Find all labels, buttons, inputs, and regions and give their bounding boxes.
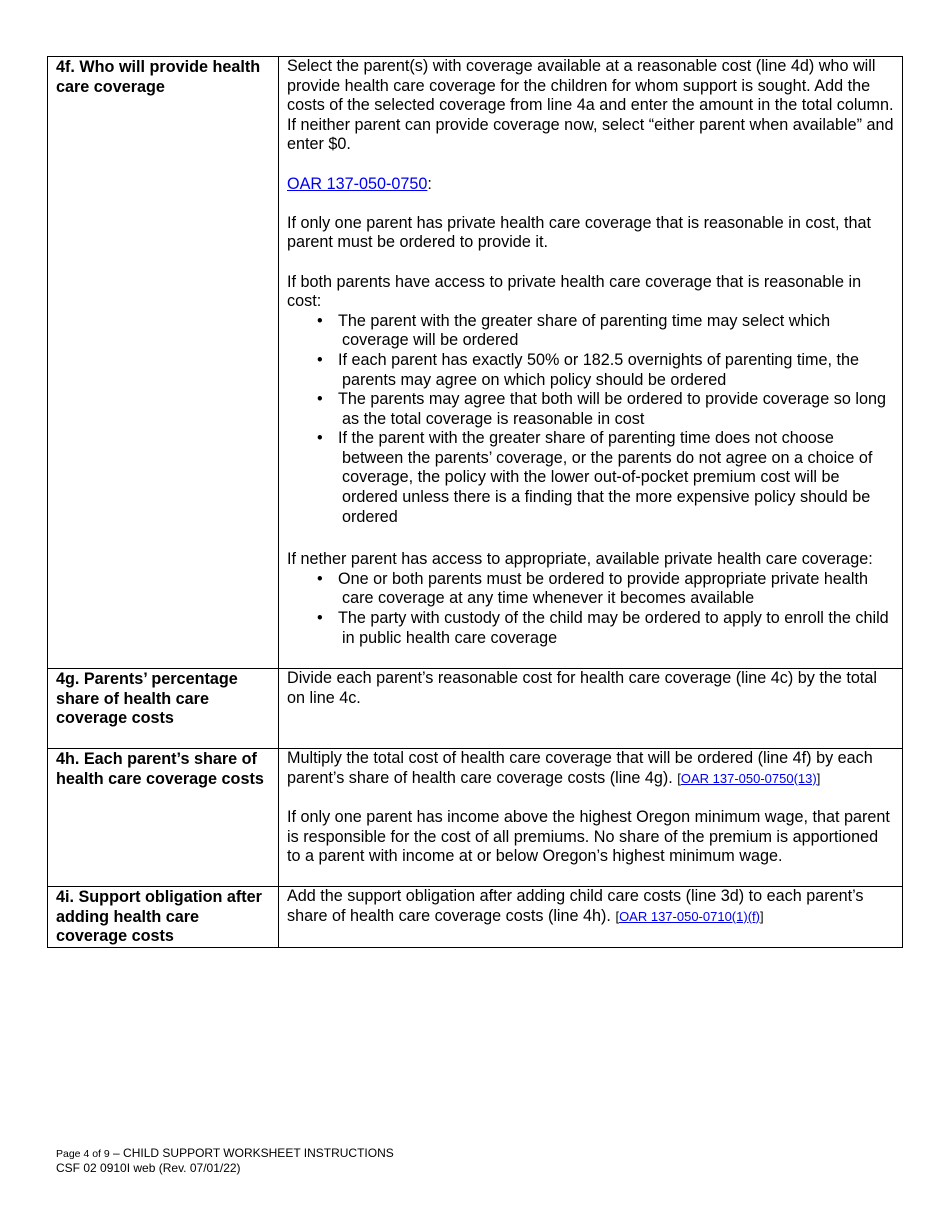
- paragraph: Divide each parent’s reasonable cost for health care coverage (line 4c) by the total on line 4c.: [287, 669, 877, 707]
- paragraph: If nether parent has access to appropriate, available private health care coverage:: [287, 550, 873, 569]
- list-item: • If the parent with the greater share of parenting time does not choose between the parents’ coverage, or the parents do not agree on a choice of coverage, the policy with the lower out-of-pocket premium cost will be ordered unless there is a finding that the more expensive policy should be ordered: [320, 429, 894, 527]
- list-item: • One or both parents must be ordered to provide appropriate private health care coverage at any time whenever it becomes available: [320, 570, 894, 609]
- reference-bracket: [: [615, 908, 620, 924]
- oar-link[interactable]: OAR 137-050-0750: [287, 174, 428, 193]
- row-4i: [48, 887, 903, 948]
- paragraph: [287, 887, 894, 926]
- oar-link[interactable]: OAR 137-050-0750(13): [680, 770, 817, 786]
- page-footer: [56, 1146, 394, 1175]
- row-label: 4i. Support obligation after adding health care coverage costs: [48, 887, 279, 948]
- page-number: Page 4 of 9: [56, 1148, 110, 1160]
- list-item: • If each parent has exactly 50% or 182.5 overnights of parenting time, the parents may agree on which policy should be ordered: [320, 351, 894, 390]
- bullet-list: [287, 312, 894, 528]
- paragraph: If only one parent has income above the highest Oregon minimum wage, that parent is responsible for the cost of all premiums. No share of the premium is apportioned to a parent with income at or below Oregon’s highest minimum wage.: [287, 808, 890, 866]
- row-label: 4g. Parents’ percentage share of health care coverage costs: [48, 669, 279, 749]
- reference-bracket: ]: [759, 908, 764, 924]
- document-title: – CHILD SUPPORT WORKSHEET INSTRUCTIONS: [109, 1146, 394, 1160]
- bullet-list: [287, 570, 894, 648]
- row-label: 4h. Each parent’s share of health care coverage costs: [48, 749, 279, 887]
- link-suffix: :: [427, 174, 432, 193]
- paragraph-text: Multiply the total cost of health care coverage that will be ordered (line 4f) by each parent’s share of health care coverage costs (line 4g).: [287, 749, 873, 787]
- row-4g: [48, 669, 903, 749]
- paragraph: If only one parent has private health care coverage that is reasonable in cost, that parent must be ordered to provide it.: [287, 213, 872, 252]
- row-content: [279, 887, 903, 948]
- paragraph: Select the parent(s) with coverage available at a reasonable cost (line 4d) who will provide health care coverage for the children for whom support is sought. Add the costs of the selected coverage from line 4a and enter the amount in the total column. If neither parent can provide coverage now, select “either parent when available” and enter $0.: [287, 57, 894, 154]
- paragraph: [287, 749, 894, 788]
- list-item: • The parent with the greater share of parenting time may select which coverage will be ordered: [320, 312, 894, 351]
- list-item: • The parents may agree that both will be ordered to provide coverage so long as the total coverage is reasonable in cost: [320, 390, 894, 429]
- form-number: CSF 02 0910I web (Rev. 07/01/22): [56, 1161, 241, 1175]
- row-4h: [48, 749, 903, 887]
- reference-bracket: ]: [816, 770, 821, 786]
- oar-link[interactable]: OAR 137-050-0710(1)(f): [619, 908, 760, 924]
- row-4f: [48, 57, 903, 669]
- row-content: [279, 749, 903, 887]
- reference-line: [287, 175, 894, 195]
- row-content: [279, 57, 903, 669]
- row-content: [279, 669, 903, 749]
- paragraph: If both parents have access to private health care coverage that is reasonable in cost:: [287, 272, 862, 311]
- list-item: • The party with custody of the child may be ordered to apply to enroll the child in public health care coverage: [320, 609, 894, 648]
- row-label: 4f. Who will provide health care coverage: [48, 57, 279, 669]
- footer-line: [56, 1146, 394, 1161]
- instructions-table: [47, 56, 903, 948]
- reference-bracket: [: [677, 770, 681, 786]
- paragraph-text: Add the support obligation after adding child care costs (line 3d) to each parent’s share of health care coverage costs (line 4h).: [287, 887, 864, 925]
